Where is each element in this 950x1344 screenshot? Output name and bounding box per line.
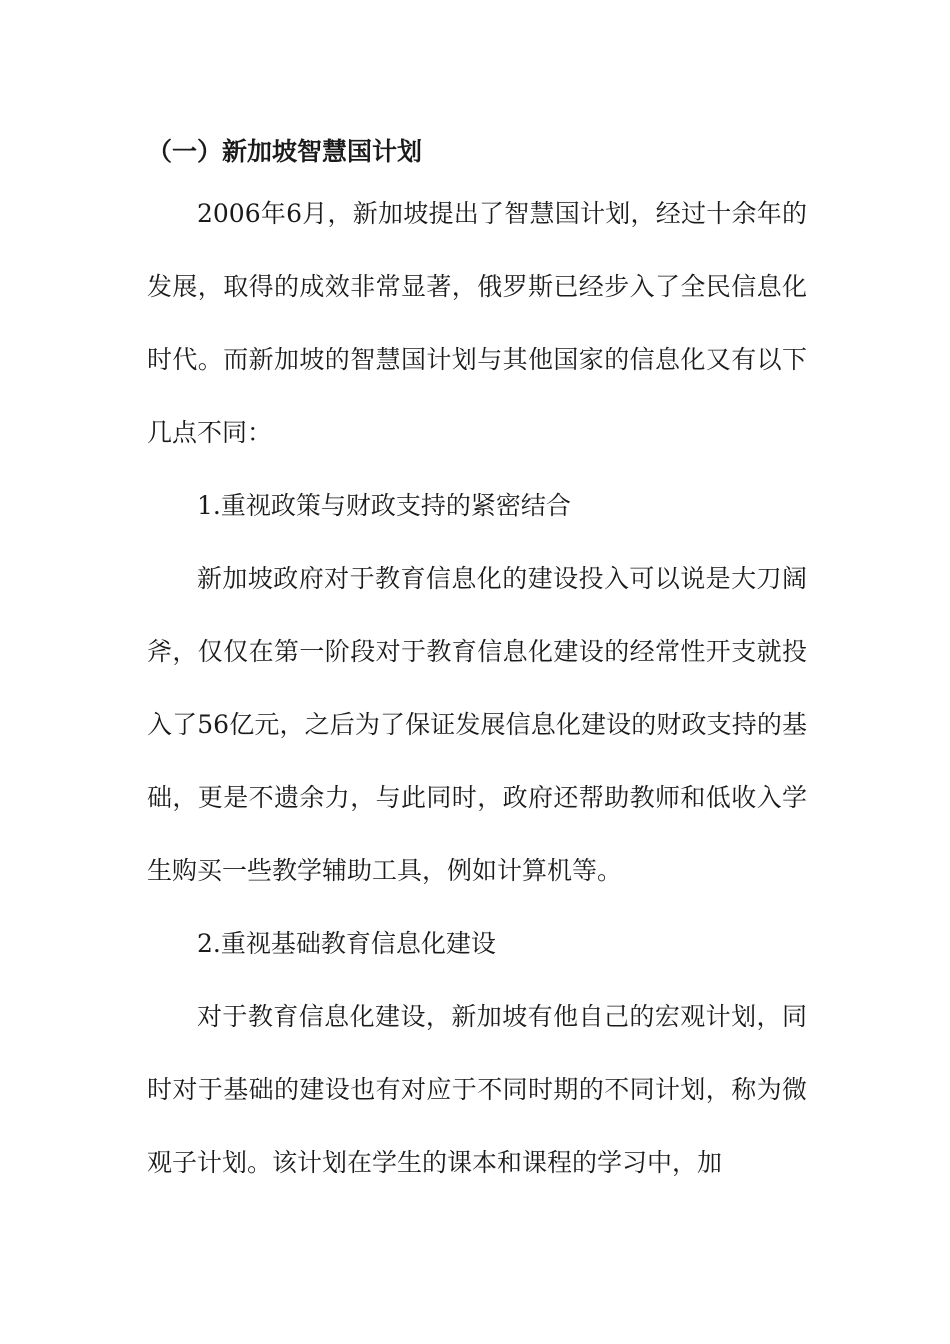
section-heading: （一）新加坡智慧国计划: [147, 137, 423, 166]
subheading-basic-education: 2.重视基础教育信息化建设: [197, 929, 496, 958]
subheading-policy-finance: 1.重视政策与财政支持的紧密结合: [197, 491, 571, 520]
paragraph-investment: 新加坡政府对于教育信息化的建设投入可以说是大刀阔斧，仅仅在第一阶段对于教育信息化建设的经常性开支就投入了56亿元，之后为了保证发展信息化建设的财政支持的基础，更是不遗余力，与此同时，政府还帮助教师和低收入学生购买一些教学辅助工具，例如计算机等。: [147, 564, 807, 885]
paragraph-macro-plan: 对于教育信息化建设，新加坡有他自己的宏观计划，同时对于基础的建设也有对应于不同时期的不同计划，称为微观子计划。该计划在学生的课本和课程的学习中，加: [147, 1002, 807, 1177]
paragraph-intro: 2006年6月，新加坡提出了智慧国计划，经过十余年的发展，取得的成效非常显著，俄罗斯已经步入了全民信息化时代。而新加坡的智慧国计划与其他国家的信息化又有以下几点不同：: [147, 199, 807, 447]
document-body: [147, 177, 807, 1199]
